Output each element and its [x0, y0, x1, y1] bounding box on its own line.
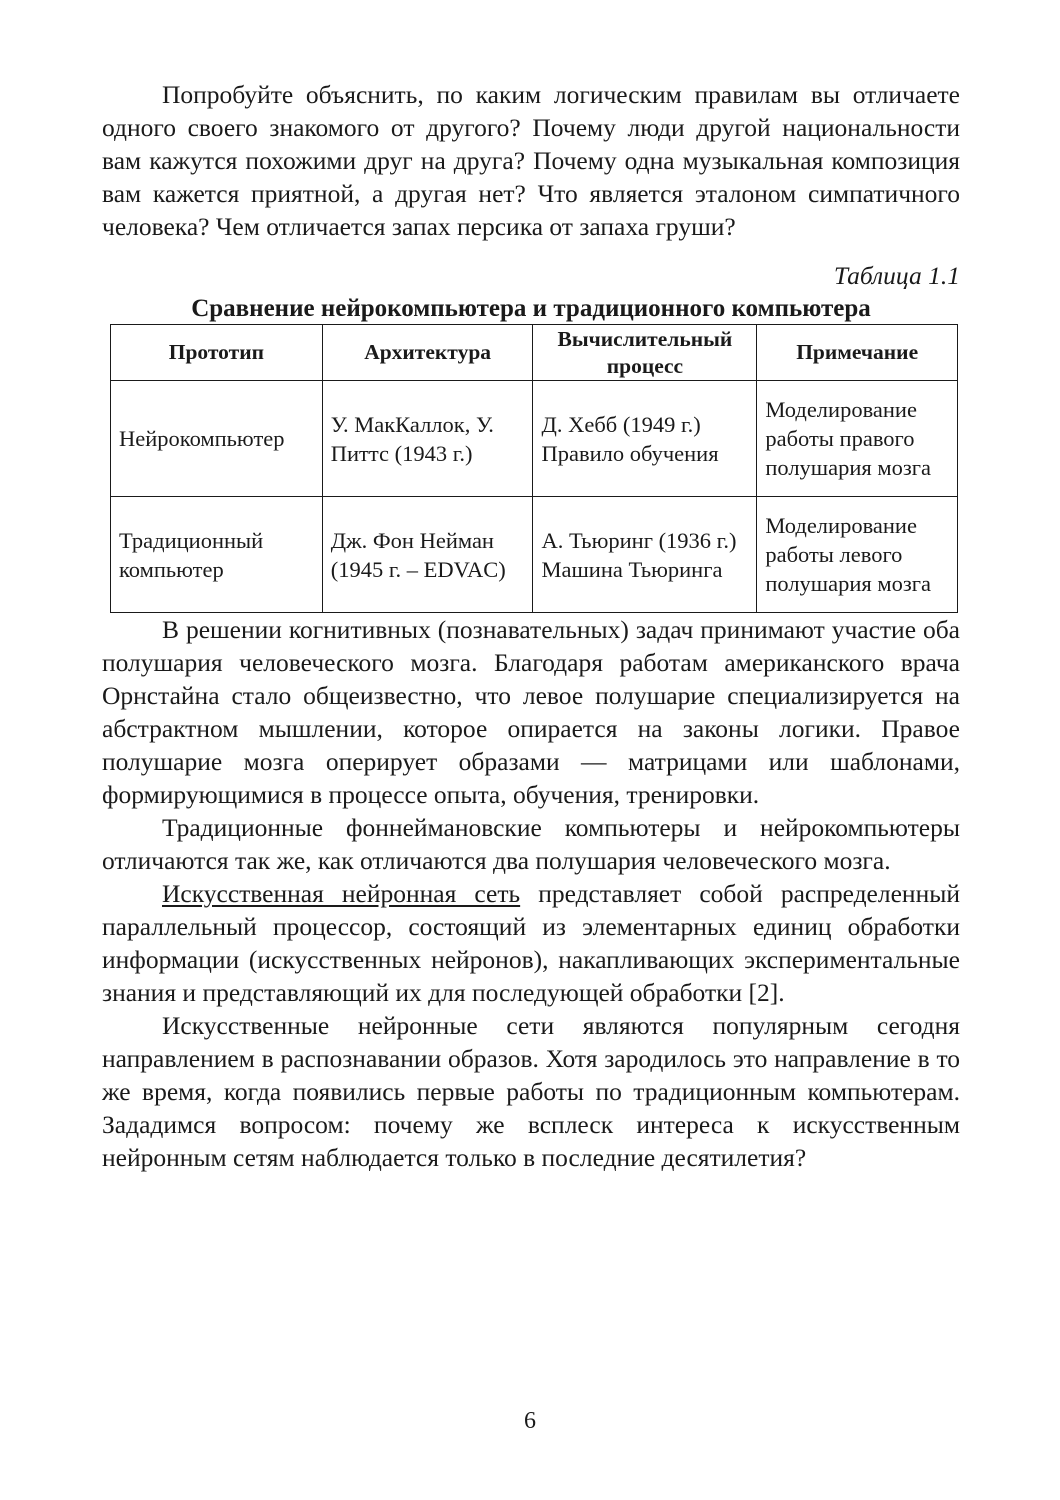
- paragraph-definition: [102, 877, 960, 1009]
- cell-prototype: Традиционный компьютер: [111, 497, 323, 613]
- comparison-table: [110, 324, 958, 613]
- cell-note: Моделирование работы левого полушария мозга: [757, 497, 958, 613]
- cell-architecture: Дж. Фон Нейман (1945 г. – EDVAC): [322, 497, 533, 613]
- header-note: Примечание: [757, 325, 958, 381]
- table-row: [111, 497, 958, 613]
- table-row: [111, 381, 958, 497]
- paragraph-popularity: Искусственные нейронные сети являются популярным сегодня направлением в распознавании образов. Хотя зародилось это направление в то же время, когда появились первые работы по традиционным компьютерам. Зададимся вопросом: почему же всплеск интереса к искусственным нейронным сетям наблюдается только в последние десятилетия?: [102, 1011, 960, 1172]
- cell-note: Моделирование работы правого полушария мозга: [757, 381, 958, 497]
- page-number: 6: [524, 1408, 536, 1434]
- defined-term: Искусственная нейронная сеть: [162, 879, 521, 908]
- table-title: Сравнение нейрокомпьютера и традиционного компьютера: [191, 295, 871, 322]
- cell-architecture: У. МакКаллок, У. Питтс (1943 г.): [322, 381, 533, 497]
- header-computing-process: Вычислительный процесс: [533, 325, 757, 381]
- paragraph-hemispheres: В решении когнитивных (познавательных) задач принимают участие оба полушария человеческого мозга. Благодаря работам американского врача Орнстайна стало общеизвестно, что левое полушарие специализируется на абстрактном мышлении, которое опирается на законы логики. Правое полушарие мозга оперирует образами — матрицами или шаблонами, формирующимися в процессе опыта, обучения, тренировки.: [102, 615, 960, 809]
- cell-computing-process: А. Тьюринг (1936 г.) Машина Тьюринга: [533, 497, 757, 613]
- page-content: [102, 78, 960, 1174]
- cell-prototype: Нейрокомпьютер: [111, 381, 323, 497]
- cell-computing-process: Д. Хебб (1949 г.) Правило обучения: [533, 381, 757, 497]
- table-caption: Таблица 1.1: [833, 261, 960, 290]
- header-architecture: Архитектура: [322, 325, 533, 381]
- table-header-row: [111, 325, 958, 381]
- header-prototype: Прототип: [111, 325, 323, 381]
- paragraph-von-neumann: Традиционные фоннеймановские компьютеры и нейрокомпьютеры отличаются так же, как отличаются два полушария человеческого мозга.: [102, 813, 960, 875]
- definition-text: представляет собой распределенный параллельный процессор, состоящий из элементарных единиц обработки информации (искусственных нейронов), накапливающих экспериментальные знания и представляющий их для последующей обработки [2].: [102, 879, 960, 1007]
- paragraph-intro: Попробуйте объяснить, по каким логическим правилам вы отличаете одного своего знакомого от другого? Почему люди другой национальности вам кажутся похожими друг на друга? Почему одна музыкальная композиция вам кажется приятной, а другая нет? Что является эталоном симпатичного человека? Чем отличается запах персика от запаха груши?: [102, 80, 960, 241]
